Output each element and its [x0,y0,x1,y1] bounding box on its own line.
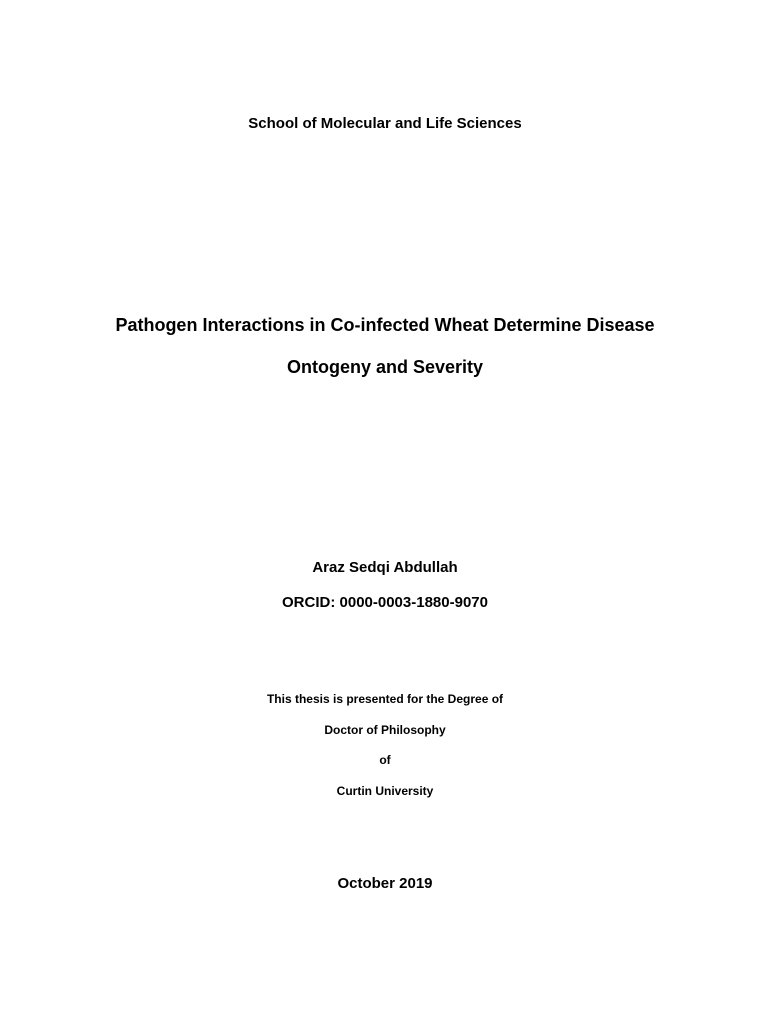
submission-date: October 2019 [337,875,433,892]
author-name: Araz Sedqi Abdullah [312,559,458,576]
author-orcid: ORCID: 0000-0003-1880-9070 [282,594,488,611]
school-name: School of Molecular and Life Sciences [248,115,522,132]
degree-name: Doctor of Philosophy [324,723,446,737]
thesis-title-line-1: Pathogen Interactions in Co-infected Wheat Determine Disease [115,315,655,335]
university-name: Curtin University [336,784,434,798]
degree-statement: This thesis is presented for the Degree of [266,692,504,706]
degree-of: of [379,753,391,767]
thesis-title-line-2: Ontogeny and Severity [286,357,484,377]
